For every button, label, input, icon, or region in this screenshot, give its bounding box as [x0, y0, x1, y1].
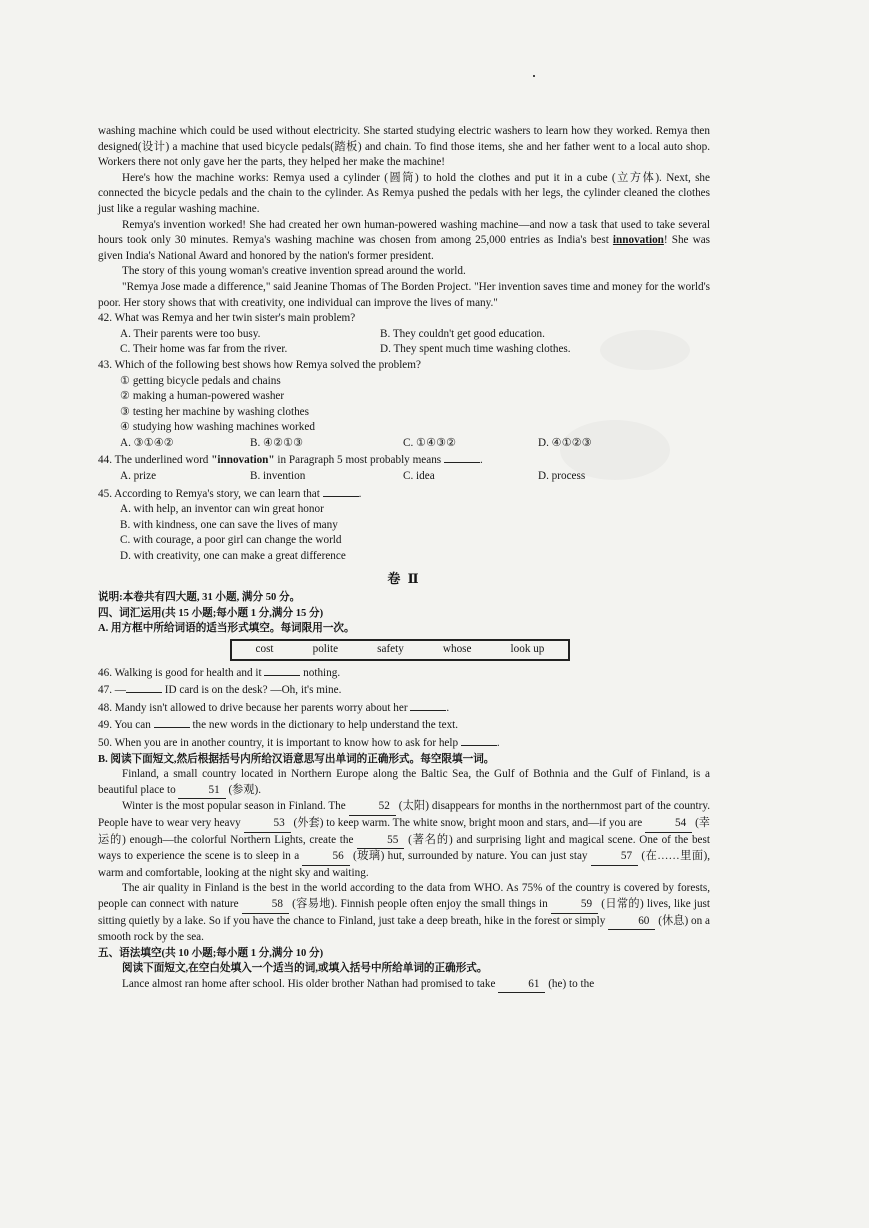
exam-content [98, 124, 710, 993]
option-c[interactable]: C. with courage, a poor girl can change the world [120, 534, 342, 547]
question-46: 46. Walking is good for health and it nothing. [98, 664, 710, 682]
word-option: look up [510, 643, 545, 655]
reading-paragraph: Winter is the most popular season in Finland. The 52 (太阳) disappears for months in the northernmost part of the country. People have to wear very heavy 53 (外套) to keep warm. The white snow, bright moon and stars, and—if you are 54 (幸运的) enough—the colorful Northern Lights, create the 55 (著名的) and surprising light and magical scene. One of the best ways to experience the scene is to sleep in a 56 (玻璃) hut, surrounded by nature. You can just stay 57 (在……里面), warm and comfortable, looking at the night sky and waiting. [98, 800, 711, 879]
part-heading: 五、语法填空(共 10 小题;每小题 1 分,满分 10 分) [98, 947, 324, 959]
answer-blank[interactable] [264, 664, 300, 676]
question-42-stem: 42. What was Remya and her twin sister's main problem? [98, 312, 356, 325]
reading-paragraph: washing machine which could be used without electricity. She started studying electric washers to learn how they worked. Remya then designed(设计) a machine that used bicycle pedals(踏板) and chain. To find those items, she and her father went to a local auto shop. Workers there not only gave her the parts, they helped her make the machine! [98, 125, 710, 169]
option-b[interactable]: B. with kindness, one can save the lives of many [120, 518, 338, 531]
answer-blank-59[interactable]: 59 [551, 897, 598, 914]
answer-blank[interactable] [323, 485, 359, 497]
option-b[interactable]: B. They couldn't get good education. [380, 327, 545, 340]
underlined-word: innovation [612, 234, 664, 247]
option-b[interactable]: B. invention [250, 470, 306, 483]
option-c[interactable]: C. ①④③② [403, 436, 457, 449]
reading-paragraph: Here's how the machine works: Remya used a cylinder (圆筒) to hold the clothes and put it in a cube (立方体). Next, she connected the bicycle pedals and the chain to the cylinder. As Remya pushed the pedals with her legs, the cylinder cleaned the clothes just like a regular washing machine. [98, 171, 710, 215]
question-44-stem: 44. The underlined word "innovation" in Paragraph 5 most probably means . [98, 451, 710, 469]
option-c[interactable]: C. idea [403, 470, 435, 483]
option-b[interactable]: B. ④②①③ [250, 436, 304, 449]
answer-blank-51[interactable]: 51 [178, 783, 225, 800]
word-box [230, 639, 570, 661]
question-50: 50. When you are in another country, it is important to know how to ask for help . [98, 734, 710, 752]
question-48: 48. Mandy isn't allowed to drive because her parents worry about her . [98, 699, 710, 717]
answer-blank-60[interactable]: 60 [608, 914, 655, 931]
part-instruction: 阅读下面短文,在空白处填入一个适当的词,或填入括号中所给单词的正确形式。 [122, 963, 488, 975]
answer-blank-58[interactable]: 58 [242, 897, 289, 914]
question-42-options [98, 327, 710, 343]
option-a[interactable]: A. with help, an inventor can win great honor [120, 503, 324, 516]
answer-blank-55[interactable]: 55 [357, 833, 404, 850]
option-a[interactable]: A. prize [120, 470, 157, 483]
question-42-options [98, 342, 710, 358]
question-47: 47. — ID card is on the desk? —Oh, it's mine. [98, 681, 710, 699]
option-a[interactable]: A. ③①④② [120, 436, 174, 449]
option-d[interactable]: D. ④①②③ [538, 436, 592, 449]
reading-paragraph: "Remya Jose made a difference," said Jeanine Thomas of The Borden Project. "Her invention saves time and money for the world's poor. Her story shows that with creativity, one individual can improve the lives of many." [98, 280, 710, 309]
part-instruction: A. 用方框中所给词语的适当形式填空。每词限用一次。 [98, 623, 355, 635]
question-43-options [98, 436, 710, 452]
answer-blank-54[interactable]: 54 [645, 816, 692, 833]
option-d[interactable]: D. process [538, 470, 586, 483]
question-49: 49. You can the new words in the dictionary to help understand the text. [98, 716, 710, 734]
question-43-stem: 43. Which of the following best shows how Remya solved the problem? [98, 358, 421, 371]
section-note: 说明:本卷共有四大题, 31 小题, 满分 50 分。 [98, 592, 301, 604]
question-45-stem: 45. According to Remya's story, we can learn that . [98, 485, 710, 503]
answer-blank[interactable] [444, 451, 480, 463]
option-d[interactable]: D. They spent much time washing clothes. [380, 343, 571, 356]
answer-blank[interactable] [410, 699, 446, 711]
word-option: cost [255, 643, 274, 655]
reading-paragraph: The air quality in Finland is the best in the world according to the data from WHO. As 75% of the country is covered by forests, people can connect with nature 58 (容易地). Finnish people often enjoy the small things in 59 (日常的) lives, like just sitting quietly by a lake. So if you have the chance to Finland, just take a deep breath, hike in the forest or simply 60 (休息) on a smooth rock by the sea. [98, 882, 711, 944]
answer-blank-53[interactable]: 53 [244, 816, 291, 833]
question-44-options [98, 469, 710, 485]
answer-blank[interactable] [126, 681, 162, 693]
answer-blank-57[interactable]: 57 [591, 849, 638, 866]
word-option: safety [377, 643, 404, 655]
question-43-item: ① getting bicycle pedals and chains [120, 374, 281, 387]
answer-blank[interactable] [154, 716, 190, 728]
question-43-item: ② making a human-powered washer [120, 390, 285, 403]
option-d[interactable]: D. with creativity, one can make a great difference [120, 550, 346, 563]
answer-blank-52[interactable]: 52 [349, 799, 396, 816]
word-option: polite [312, 643, 339, 655]
answer-blank-61[interactable]: 61 [498, 977, 545, 994]
reading-paragraph: Remya's invention worked! She had created her own human-powered washing machine—and now a task that used to take several hours took only 30 minutes. Remya's washing machine was chosen from among 25,000 entries as India's best innovation! She was given India's National Award and honored by the nation's former president. [98, 218, 711, 262]
answer-blank[interactable] [461, 734, 497, 746]
section-title: 卷 Ⅱ [387, 570, 421, 586]
option-a[interactable]: A. Their parents were too busy. [120, 327, 261, 340]
reading-paragraph: Finland, a small country located in Northern Europe along the Baltic Sea, the Gulf of Bothnia and the Gulf of Finland, is a beautiful place to 51 (参观). [98, 767, 710, 799]
option-c[interactable]: C. Their home was far from the river. [120, 343, 288, 356]
question-43-item: ③ testing her machine by washing clothes [120, 405, 309, 418]
reading-paragraph: The story of this young woman's creative invention spread around the world. [122, 265, 466, 278]
answer-blank-56[interactable]: 56 [302, 849, 349, 866]
part-heading: 四、词汇运用(共 15 小题;每小题 1 分,满分 15 分) [98, 607, 324, 619]
question-43-item: ④ studying how washing machines worked [120, 421, 315, 434]
speck [533, 75, 535, 77]
part-instruction: B. 阅读下面短文,然后根据括号内所给汉语意思写出单词的正确形式。每空限填一词。 [98, 753, 495, 765]
word-option: whose [442, 643, 472, 655]
reading-paragraph: Lance almost ran home after school. His older brother Nathan had promised to take 61 (he) to the [98, 977, 710, 994]
